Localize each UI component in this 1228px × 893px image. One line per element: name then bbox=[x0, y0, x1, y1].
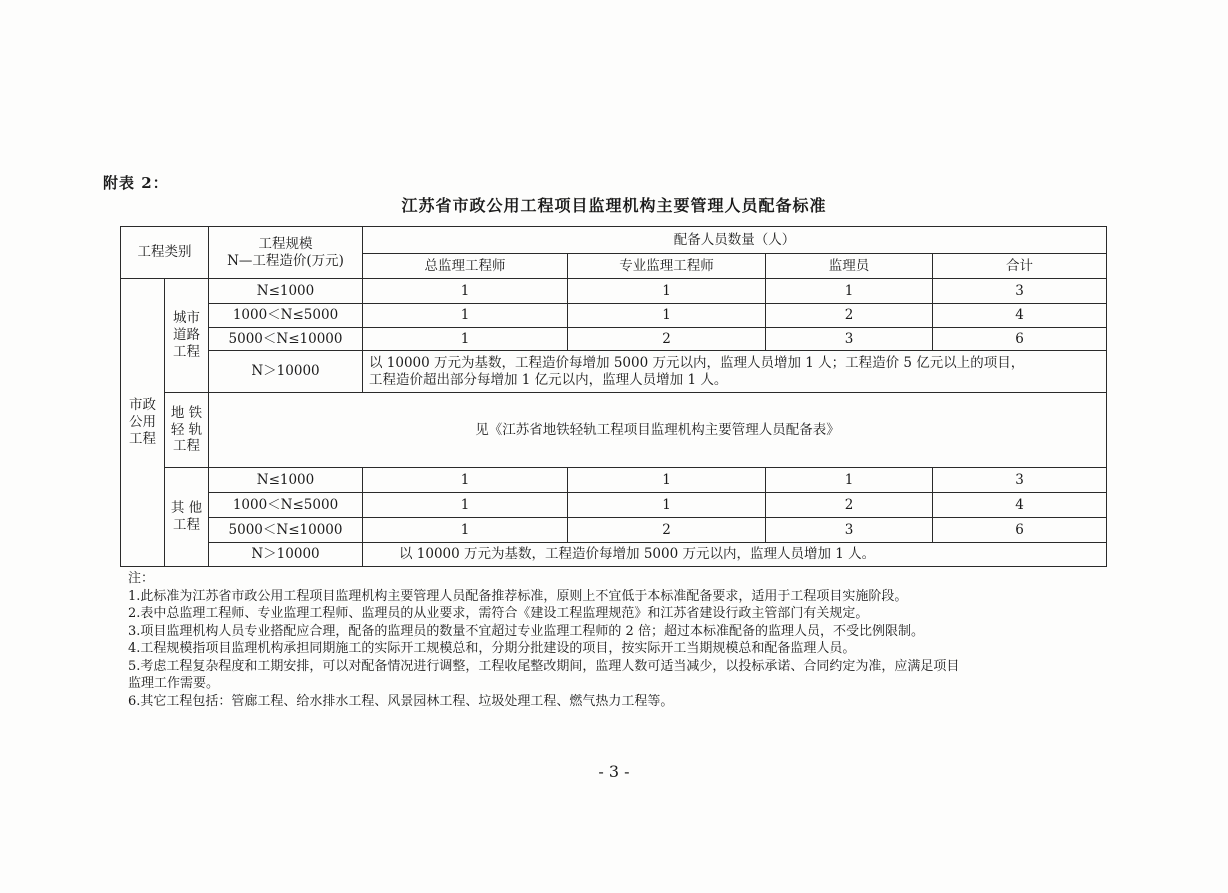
increment-rule-road: 以 10000 万元为基数，工程造价每增加 5000 万元以内，监理人员增加 1 人；工程造价 5 亿元以上的项目， 工程造价超出部分每增加 1 亿元以内，监理人员增加 1 人。 bbox=[363, 351, 1107, 393]
scale-cell: N≤1000 bbox=[209, 279, 363, 304]
chief-cell: 1 bbox=[363, 518, 568, 543]
header-category: 工程类别 bbox=[121, 227, 209, 279]
table-row bbox=[121, 279, 1107, 304]
notes-heading: 注： bbox=[128, 571, 155, 586]
scale-cell: 5000＜N≤10000 bbox=[209, 518, 363, 543]
notes-section bbox=[128, 570, 1128, 710]
staffing-standard-table bbox=[120, 226, 1107, 567]
total-cell: 6 bbox=[933, 518, 1107, 543]
supervisor-cell: 3 bbox=[766, 328, 933, 351]
header-staffing: 配备人员数量（人） bbox=[363, 227, 1107, 254]
note-item: 监理工作需要。 bbox=[128, 676, 220, 691]
category-city-road: 城市 道路 工程 bbox=[165, 279, 209, 393]
document-title: 江苏省市政公用工程项目监理机构主要管理人员配备标准 bbox=[401, 196, 827, 215]
table-row bbox=[121, 518, 1107, 543]
chief-cell: 1 bbox=[363, 468, 568, 493]
table-row bbox=[121, 493, 1107, 518]
table-row bbox=[121, 468, 1107, 493]
chief-cell: 1 bbox=[363, 493, 568, 518]
table-row bbox=[121, 304, 1107, 328]
category-other: 其 他 工程 bbox=[165, 468, 209, 567]
scale-cell: N≤1000 bbox=[209, 468, 363, 493]
specialist-cell: 1 bbox=[568, 279, 766, 304]
header-supervisor: 监理员 bbox=[766, 254, 933, 279]
note-item: 1.此标准为江苏省市政公用工程项目监理机构主要管理人员配备推荐标准，原则上不宜低于本标准配备要求，适用于工程项目实施阶段。 bbox=[128, 588, 908, 604]
table-row bbox=[121, 328, 1107, 351]
scale-cell: N＞10000 bbox=[209, 351, 363, 393]
supervisor-cell: 2 bbox=[766, 304, 933, 328]
supervisor-cell: 3 bbox=[766, 518, 933, 543]
table-row bbox=[121, 543, 1107, 567]
increment-rule-other: 以 10000 万元为基数，工程造价每增加 5000 万元以内，监理人员增加 1 人。 bbox=[363, 543, 1107, 567]
header-scale-title: 工程规模 bbox=[258, 235, 313, 252]
metro-reference: 见《江苏省地铁轻轨工程项目监理机构主要管理人员配备表》 bbox=[209, 393, 1107, 468]
specialist-cell: 1 bbox=[568, 304, 766, 328]
specialist-cell: 1 bbox=[568, 493, 766, 518]
table-row bbox=[121, 351, 1107, 393]
specialist-cell: 2 bbox=[568, 328, 766, 351]
total-cell: 3 bbox=[933, 468, 1107, 493]
total-cell: 4 bbox=[933, 493, 1107, 518]
supervisor-cell: 2 bbox=[766, 493, 933, 518]
total-cell: 3 bbox=[933, 279, 1107, 304]
specialist-cell: 2 bbox=[568, 518, 766, 543]
note-item: 2.表中总监理工程师、专业监理工程师、监理员的从业要求，需符合《建设工程监理规范》和江苏省建设行政主管部门有关规定。 bbox=[128, 606, 869, 621]
total-cell: 4 bbox=[933, 304, 1107, 328]
header-chief-engineer: 总监理工程师 bbox=[363, 254, 568, 279]
chief-cell: 1 bbox=[363, 279, 568, 304]
header-row-1 bbox=[121, 227, 1107, 254]
header-total: 合计 bbox=[933, 254, 1107, 279]
specialist-cell: 1 bbox=[568, 468, 766, 493]
page-number: - 3 - bbox=[598, 762, 630, 781]
supervisor-cell: 1 bbox=[766, 468, 933, 493]
header-specialist-engineer: 专业监理工程师 bbox=[568, 254, 766, 279]
chief-cell: 1 bbox=[363, 328, 568, 351]
category-metro-light-rail: 地 铁 轻 轨 工程 bbox=[165, 393, 209, 468]
chief-cell: 1 bbox=[363, 304, 568, 328]
scale-cell: 5000＜N≤10000 bbox=[209, 328, 363, 351]
note-item: 5.考虑工程复杂程度和工期安排，可以对配备情况进行调整，工程收尾整改期间，监理人数可适当减少，以投标承诺、合同约定为准，应满足项目 bbox=[128, 658, 960, 674]
attachment-label: 附表 2： bbox=[103, 174, 169, 192]
supervisor-cell: 1 bbox=[766, 279, 933, 304]
note-item: 6.其它工程包括：管廊工程、给水排水工程、风景园林工程、垃圾处理工程、燃气热力工程等。 bbox=[128, 693, 674, 709]
scale-cell: 1000＜N≤5000 bbox=[209, 304, 363, 328]
scale-cell: N＞10000 bbox=[209, 543, 363, 567]
header-scale bbox=[209, 227, 363, 279]
note-item: 4.工程规模指项目监理机构承担同期施工的实际开工规模总和，分期分批建设的项目，按实际开工当期规模总和配备监理人员。 bbox=[128, 641, 856, 656]
note-item: 3.项目监理机构人员专业搭配应合理，配备的监理员的数量不宜超过专业监理工程师的 2 倍；超过本标准配备的监理人员，不受比例限制。 bbox=[128, 623, 924, 639]
table-row bbox=[121, 393, 1107, 468]
group-municipal-public: 市政 公用 工程 bbox=[121, 279, 165, 567]
scale-cell: 1000＜N≤5000 bbox=[209, 493, 363, 518]
total-cell: 6 bbox=[933, 328, 1107, 351]
header-scale-subtitle: N—工程造价(万元) bbox=[227, 252, 344, 269]
